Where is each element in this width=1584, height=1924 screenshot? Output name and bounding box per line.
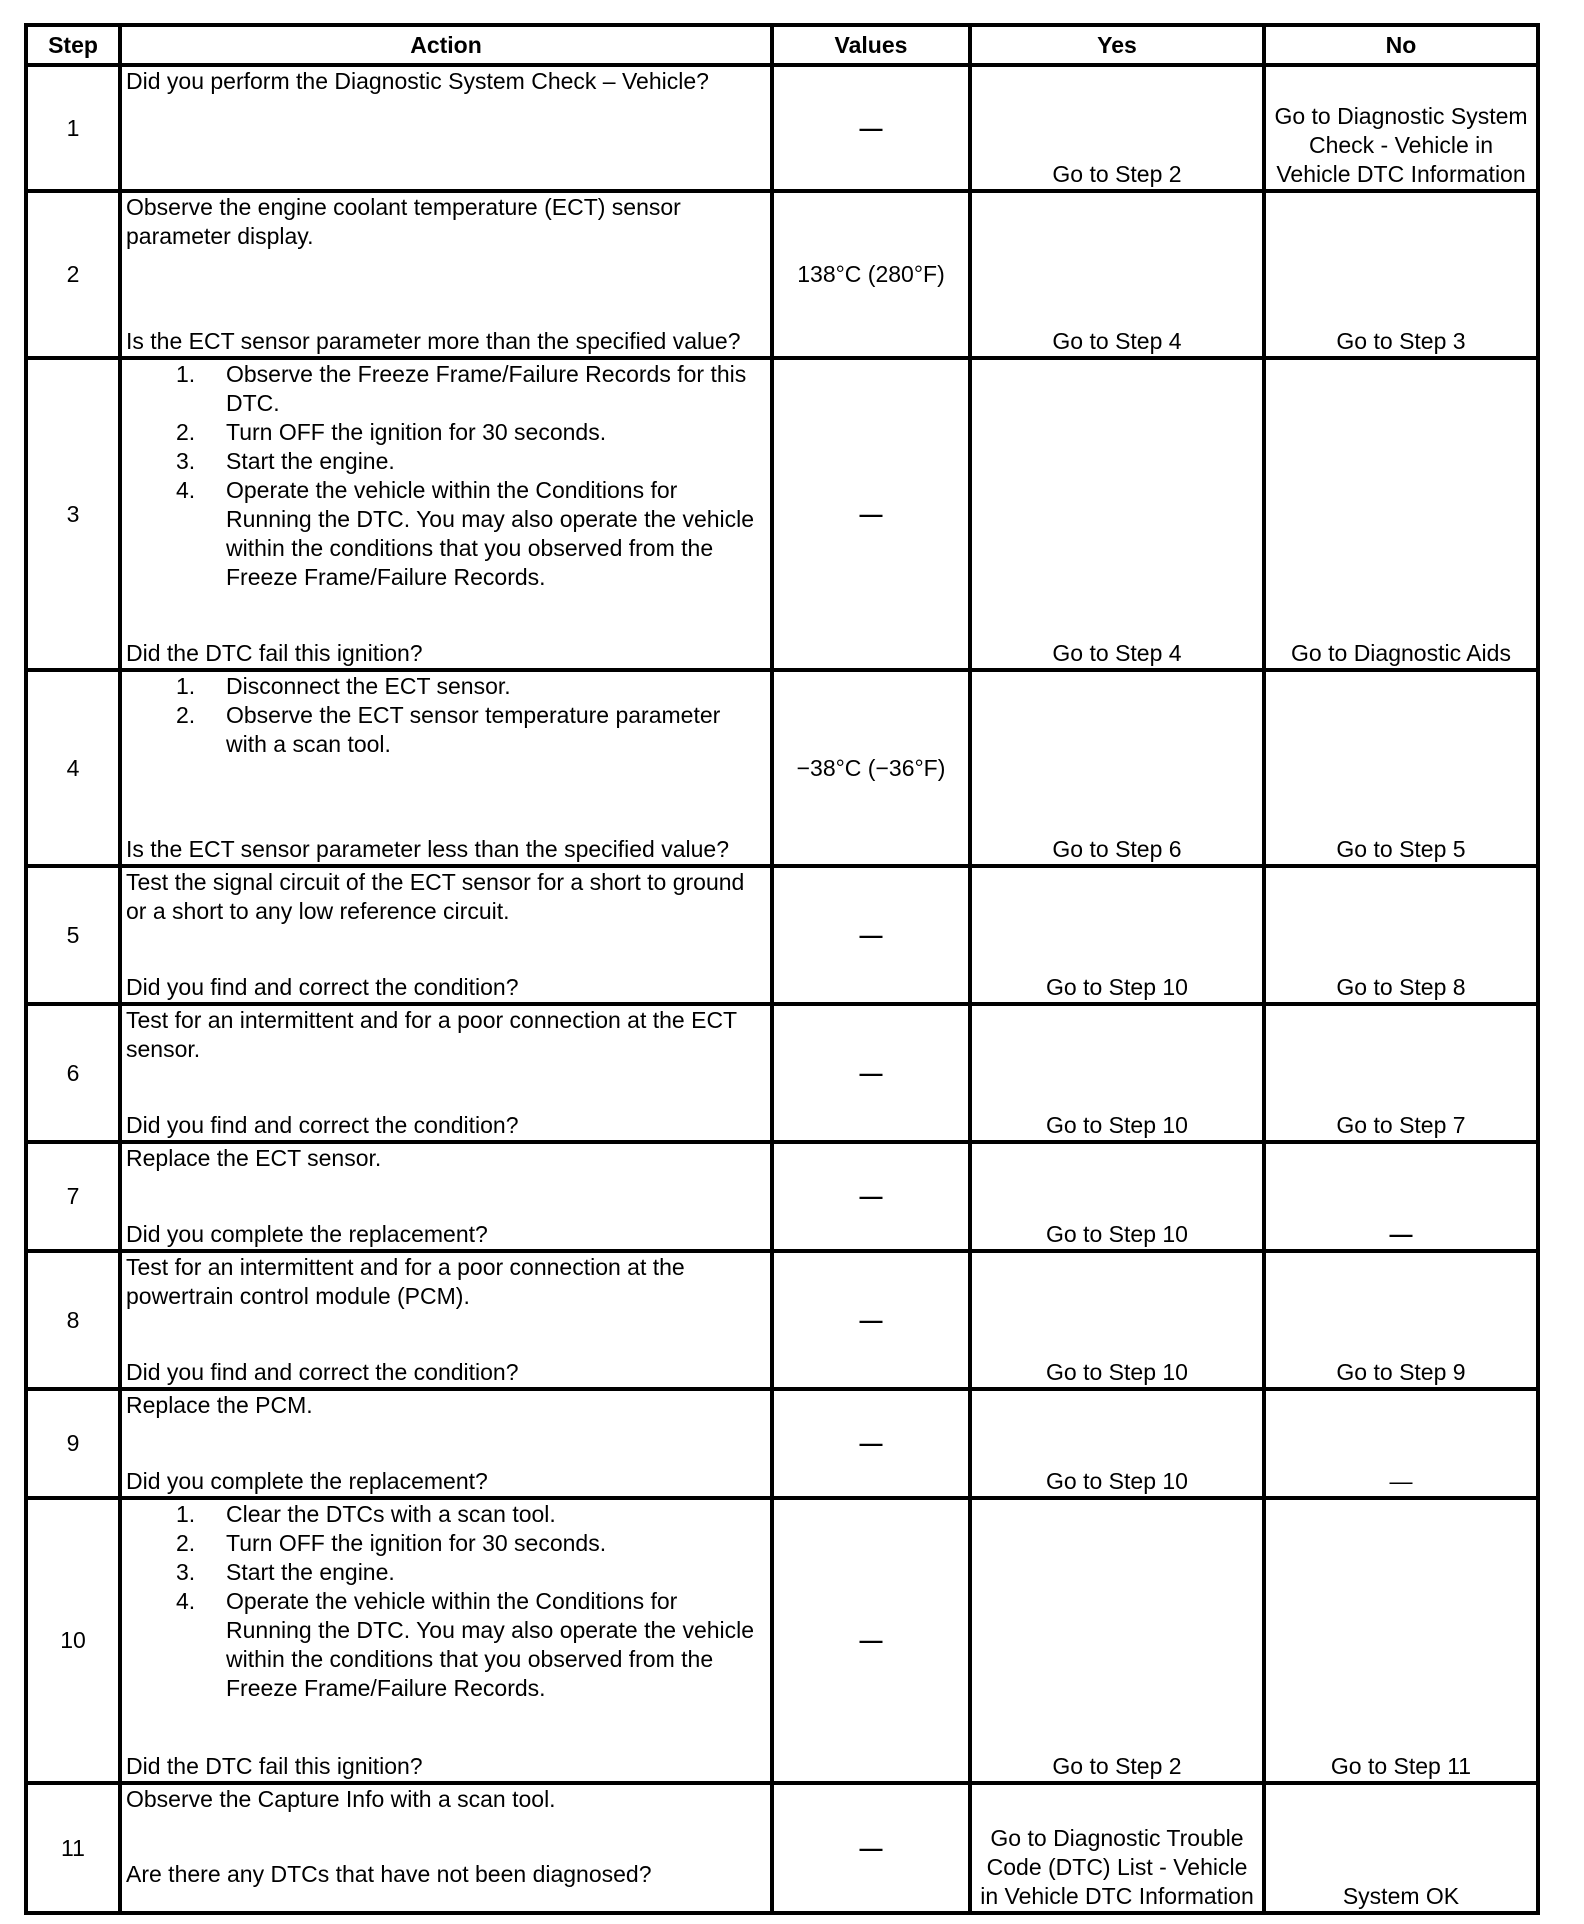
value-cell: — <box>772 65 970 191</box>
action-step-item: Turn OFF the ignition for 30 seconds. <box>226 419 607 445</box>
no-cell: Go to Step 9 <box>1264 1251 1538 1389</box>
table-row <box>26 1004 1538 1142</box>
action-cell <box>120 1389 772 1498</box>
no-cell: Go to Step 8 <box>1264 866 1538 1004</box>
action-text: Observe the engine coolant temperature (ECT) sensor parameter display. <box>126 194 681 249</box>
no-cell: — <box>1264 1142 1538 1251</box>
action-step-item: Clear the DTCs with a scan tool. <box>226 1501 556 1527</box>
step-number: 6 <box>26 1004 120 1142</box>
action-steps-list <box>126 1500 766 1703</box>
action-step-item: Start the engine. <box>226 1559 395 1585</box>
action-steps-list <box>126 672 766 759</box>
value-cell: — <box>772 1004 970 1142</box>
action-question: Did you find and correct the condition? <box>126 1359 519 1385</box>
value-cell: −38°C (−36°F) <box>772 670 970 866</box>
action-question: Did you complete the replacement? <box>126 1468 488 1494</box>
yes-cell: Go to Step 10 <box>970 1142 1264 1251</box>
action-cell <box>120 1498 772 1783</box>
action-step-item: Operate the vehicle within the Conditions for Running the DTC. You may also operate the vehicle within the conditions that you observed from the Freeze Frame/Failure Records. <box>226 477 755 590</box>
action-question: Did the DTC fail this ignition? <box>126 1753 423 1779</box>
step-number: 4 <box>26 670 120 866</box>
step-number: 9 <box>26 1389 120 1498</box>
table-row <box>26 866 1538 1004</box>
yes-cell: Go to Diagnostic Trouble Code (DTC) List - Vehicle in Vehicle DTC Information <box>970 1783 1264 1913</box>
action-cell <box>120 65 772 191</box>
value-cell: — <box>772 1142 970 1251</box>
action-steps-list <box>126 360 766 592</box>
yes-cell: Go to Step 2 <box>970 65 1264 191</box>
yes-cell: Go to Step 10 <box>970 1251 1264 1389</box>
step-number: 2 <box>26 191 120 358</box>
value-cell: — <box>772 1498 970 1783</box>
table-row <box>26 358 1538 670</box>
step-number: 7 <box>26 1142 120 1251</box>
value-cell: — <box>772 1783 970 1913</box>
diagnostic-table <box>24 23 1540 1915</box>
action-text: Replace the PCM. <box>126 1392 313 1418</box>
no-cell: Go to Step 5 <box>1264 670 1538 866</box>
no-cell: Go to Diagnostic Aids <box>1264 358 1538 670</box>
step-number: 10 <box>26 1498 120 1783</box>
action-cell <box>120 866 772 1004</box>
value-cell: 138°C (280°F) <box>772 191 970 358</box>
action-cell <box>120 1783 772 1913</box>
header-yes: Yes <box>970 25 1264 65</box>
value-cell: — <box>772 1389 970 1498</box>
table-row <box>26 191 1538 358</box>
action-text: Observe the Capture Info with a scan tool. <box>126 1786 556 1812</box>
action-text: Test the signal circuit of the ECT sensor for a short to ground or a short to any low reference circuit. <box>126 869 745 924</box>
header-values: Values <box>772 25 970 65</box>
step-number: 11 <box>26 1783 120 1913</box>
table-row <box>26 1251 1538 1389</box>
action-cell <box>120 1251 772 1389</box>
action-step-item: Start the engine. <box>226 448 395 474</box>
step-number: 3 <box>26 358 120 670</box>
header-step: Step <box>26 25 120 65</box>
step-number: 1 <box>26 65 120 191</box>
action-cell <box>120 191 772 358</box>
table-row <box>26 1389 1538 1498</box>
action-text: Did you perform the Diagnostic System Check – Vehicle? <box>126 68 709 94</box>
action-question: Are there any DTCs that have not been diagnosed? <box>126 1861 652 1887</box>
action-text: Test for an intermittent and for a poor connection at the ECT sensor. <box>126 1007 737 1062</box>
action-cell <box>120 1142 772 1251</box>
no-cell: Go to Step 7 <box>1264 1004 1538 1142</box>
action-question: Did you complete the replacement? <box>126 1221 488 1247</box>
yes-cell: Go to Step 4 <box>970 358 1264 670</box>
yes-cell: Go to Step 10 <box>970 866 1264 1004</box>
step-number: 5 <box>26 866 120 1004</box>
table-row <box>26 1142 1538 1251</box>
header-no: No <box>1264 25 1538 65</box>
value-cell: — <box>772 1251 970 1389</box>
header-row <box>26 25 1538 65</box>
yes-cell: Go to Step 4 <box>970 191 1264 358</box>
action-question: Is the ECT sensor parameter more than the specified value? <box>126 328 741 354</box>
action-question: Did you find and correct the condition? <box>126 974 519 1000</box>
yes-cell: Go to Step 2 <box>970 1498 1264 1783</box>
table-row <box>26 670 1538 866</box>
value-cell: — <box>772 866 970 1004</box>
action-step-item: Disconnect the ECT sensor. <box>226 673 511 699</box>
action-step-item: Turn OFF the ignition for 30 seconds. <box>226 1530 607 1556</box>
action-cell <box>120 1004 772 1142</box>
no-cell: Go to Diagnostic System Check - Vehicle in Vehicle DTC Information <box>1264 65 1538 191</box>
no-cell: — <box>1264 1389 1538 1498</box>
action-step-item: Observe the Freeze Frame/Failure Records for this DTC. <box>226 361 747 416</box>
no-cell: Go to Step 3 <box>1264 191 1538 358</box>
no-cell: Go to Step 11 <box>1264 1498 1538 1783</box>
action-cell <box>120 358 772 670</box>
action-question: Did you find and correct the condition? <box>126 1112 519 1138</box>
action-step-item: Operate the vehicle within the Conditions for Running the DTC. You may also operate the vehicle within the conditions that you observed from the Freeze Frame/Failure Records. <box>226 1588 755 1701</box>
table-row <box>26 1783 1538 1913</box>
yes-cell: Go to Step 10 <box>970 1389 1264 1498</box>
action-question: Did the DTC fail this ignition? <box>126 640 423 666</box>
action-cell <box>120 670 772 866</box>
value-cell: — <box>772 358 970 670</box>
action-text: Test for an intermittent and for a poor connection at the powertrain control module (PCM). <box>126 1254 685 1309</box>
action-step-item: Observe the ECT sensor temperature parameter with a scan tool. <box>226 702 721 757</box>
yes-cell: Go to Step 10 <box>970 1004 1264 1142</box>
no-cell: System OK <box>1264 1783 1538 1913</box>
table-row <box>26 65 1538 191</box>
step-number: 8 <box>26 1251 120 1389</box>
action-text: Replace the ECT sensor. <box>126 1145 382 1171</box>
header-action: Action <box>120 25 772 65</box>
table-row <box>26 1498 1538 1783</box>
yes-cell: Go to Step 6 <box>970 670 1264 866</box>
action-question: Is the ECT sensor parameter less than the specified value? <box>126 836 730 862</box>
